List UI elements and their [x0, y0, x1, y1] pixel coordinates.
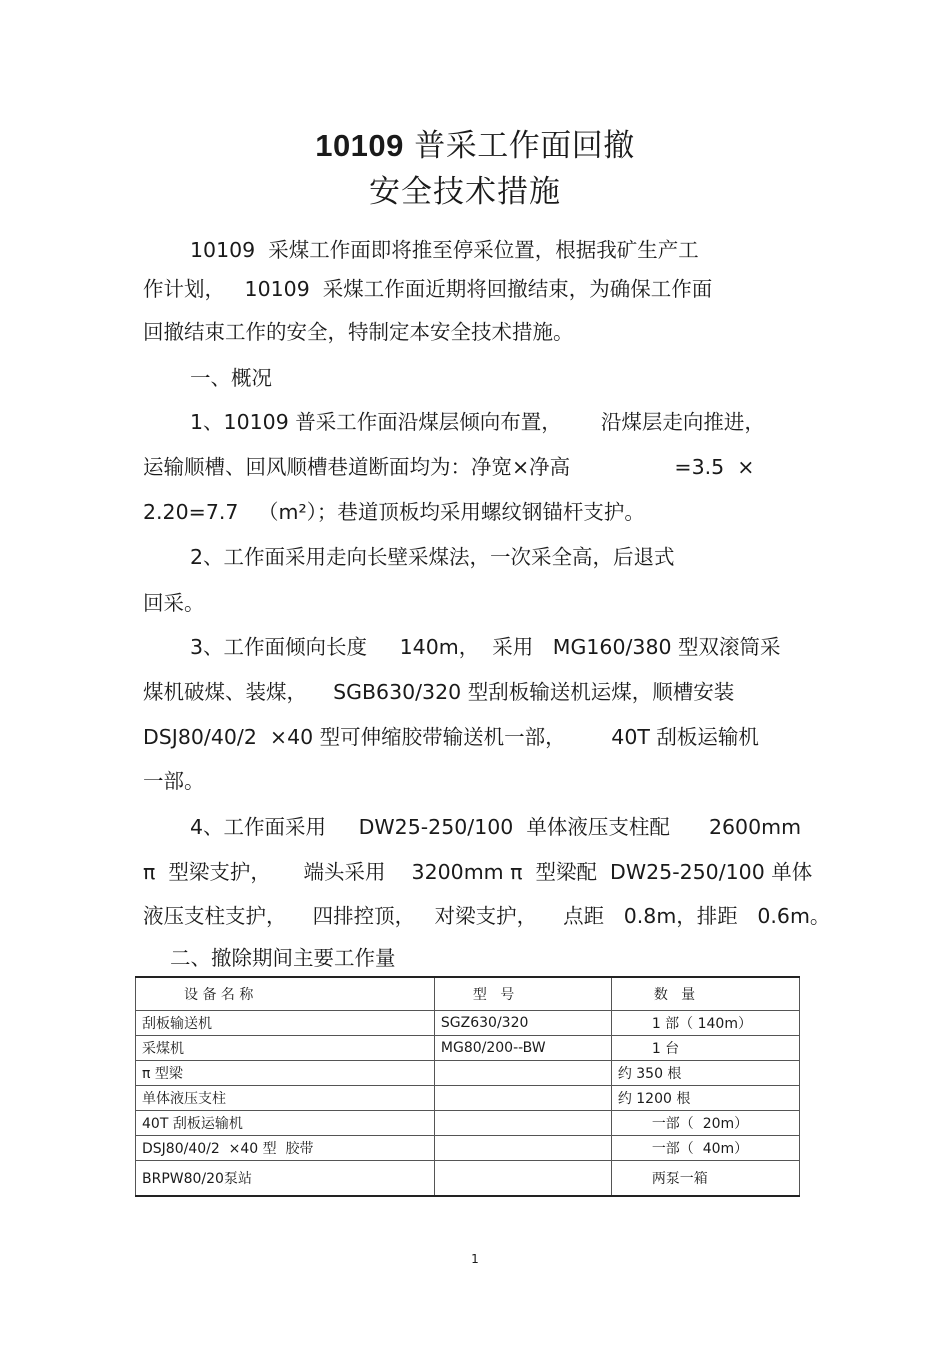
body-line: 3、工作面倾向长度 140m， 采用 MG160/380 型双滚筒采	[190, 635, 781, 659]
body-line: 回撤结束工作的安全，特制定本安全技术措施。	[143, 320, 574, 344]
model-cell	[434, 1086, 611, 1111]
quantity-cell: 1 部（ 140m）	[611, 1011, 799, 1036]
body-line: 作计划， 10109 采煤工作面近期将回撤结束，为确保工作面	[143, 277, 713, 301]
body-line: 运输顺槽、回风顺槽巷道断面均为：净宽×净高 =3.5 ×	[143, 455, 755, 479]
quantity-cell: 约 1200 根	[611, 1086, 799, 1111]
document-title-line1	[0, 126, 950, 166]
body-line: 一、概况	[190, 366, 272, 390]
document-title-line2: 安全技术措施	[369, 174, 561, 210]
body-line: 回采。	[143, 591, 205, 615]
page-number: 1	[471, 1252, 479, 1266]
body-line: 2、工作面采用走向长壁采煤法，一次采全高，后退式	[190, 545, 675, 569]
equipment-name-cell: 40T 刮板运输机	[136, 1111, 435, 1136]
body-line: 4、工作面采用 DW25-250/100 单体液压支柱配 2600mm	[190, 815, 802, 839]
body-line: 二、撤除期间主要工作量	[170, 946, 396, 970]
model-cell	[434, 1111, 611, 1136]
quantity-cell: 一部（ 40m）	[611, 1136, 799, 1161]
title-text: 普采工作面回撤	[403, 128, 635, 164]
table-header-row	[136, 977, 800, 1011]
table-row	[136, 1086, 800, 1111]
header-quantity: 数 量	[611, 977, 799, 1011]
body-line: 一部。	[143, 769, 205, 793]
model-cell: SGZ630/320	[434, 1011, 611, 1036]
header-model: 型 号	[434, 977, 611, 1011]
body-line: 煤机破煤、装煤， SGB630/320 型刮板输送机运煤，顺槽安装	[143, 680, 735, 704]
equipment-name-cell: 刮板输送机	[136, 1011, 435, 1036]
model-cell	[434, 1161, 611, 1197]
quantity-cell: 两泵一箱	[611, 1161, 799, 1197]
model-cell: MG80/200--BW	[434, 1036, 611, 1061]
body-line: 10109 采煤工作面即将推至停采位置，根据我矿生产工	[190, 238, 699, 262]
table-row	[136, 1111, 800, 1136]
body-line: DSJ80/40/2 ×40 型可伸缩胶带输送机一部， 40T 刮板运输机	[143, 725, 759, 749]
body-line: π 型梁支护， 端头采用 3200mm π 型梁配 DW25-250/100 单体	[143, 860, 813, 884]
equipment-name-cell: BRPW80/20泵站	[136, 1161, 435, 1197]
table-row	[136, 1036, 800, 1061]
quantity-cell: 一部（ 20m）	[611, 1111, 799, 1136]
equipment-name-cell: DSJ80/40/2 ×40 型 胶带	[136, 1136, 435, 1161]
header-equipment-name: 设 备 名 称	[136, 977, 435, 1011]
table-row	[136, 1011, 800, 1036]
table-row	[136, 1136, 800, 1161]
table-row	[136, 1061, 800, 1086]
model-cell	[434, 1136, 611, 1161]
quantity-cell: 1 台	[611, 1036, 799, 1061]
body-line: 2.20=7.7 （m²）；巷道顶板均采用螺纹钢锚杆支护。	[143, 500, 645, 524]
model-cell	[434, 1061, 611, 1086]
equipment-name-cell: 采煤机	[136, 1036, 435, 1061]
equipment-table	[135, 976, 800, 1197]
title-number: 10109	[315, 128, 404, 163]
quantity-cell: 约 350 根	[611, 1061, 799, 1086]
equipment-name-cell: π 型梁	[136, 1061, 435, 1086]
table-row	[136, 1161, 800, 1197]
body-line: 1、10109 普采工作面沿煤层倾向布置， 沿煤层走向推进，	[190, 410, 765, 434]
equipment-name-cell: 单体液压支柱	[136, 1086, 435, 1111]
body-line: 液压支柱支护， 四排控顶， 对梁支护， 点距 0.8m，排距 0.6m。	[143, 904, 831, 928]
